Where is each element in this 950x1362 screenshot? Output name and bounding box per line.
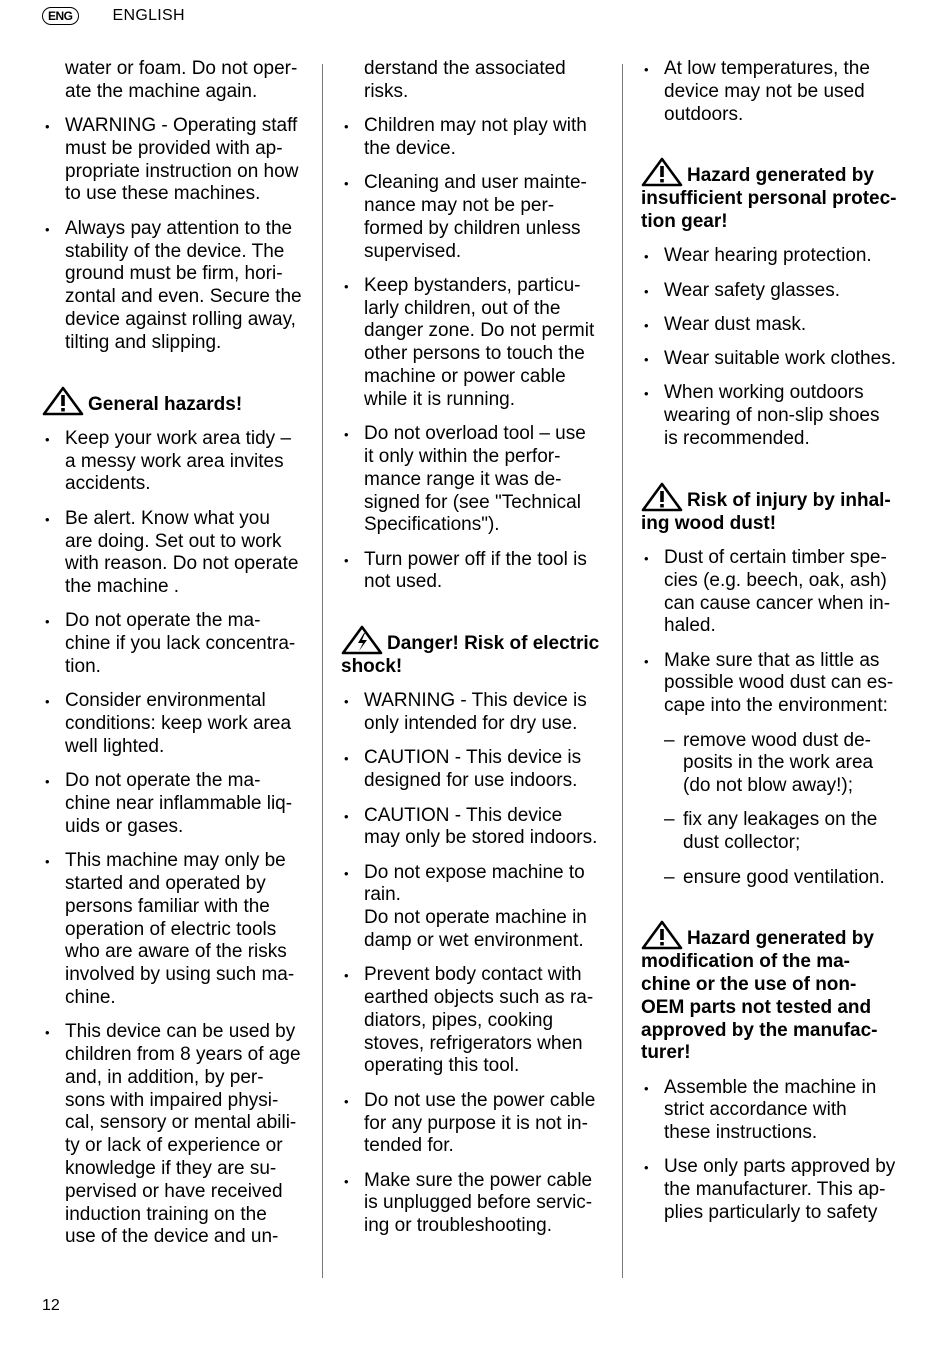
text-line: cal, sensory or mental abili- — [65, 1112, 297, 1134]
text-line: • Do not use the power cable — [364, 1089, 596, 1111]
text-line: not used. — [364, 571, 443, 593]
electric-hazard-icon — [341, 625, 383, 655]
text-line: danger zone. Do not permit — [364, 320, 595, 342]
text-line: ty or lack of experience or — [65, 1135, 283, 1157]
section-heading — [641, 157, 906, 233]
column-right — [641, 58, 906, 1236]
text-line: • When working outdoors — [664, 382, 864, 404]
text-line: these instructions. — [664, 1122, 818, 1144]
text-line: while it is running. — [364, 388, 516, 410]
text-line: • Do not expose machine to — [364, 861, 585, 883]
sub-list-item — [641, 809, 906, 855]
text-line: nance may not be per- — [364, 194, 555, 216]
list-item — [341, 964, 603, 1078]
text-line: tilting and slipping. — [65, 331, 222, 353]
text-line: ing wood dust! — [641, 512, 777, 534]
text-line: stability of the device. The — [65, 240, 285, 262]
text-line: uids or gases. — [65, 815, 184, 837]
list-item — [641, 650, 906, 718]
text-line: the machine . — [65, 576, 180, 598]
text-line: the manufacturer. This ap- — [664, 1179, 886, 1201]
text-line: propriate instruction on how — [65, 160, 299, 182]
text-line: • Assemble the machine in — [664, 1076, 877, 1098]
text-line: operation of electric tools — [65, 918, 277, 940]
text-line: tion. — [65, 656, 101, 678]
text-line: • Wear hearing protection. — [664, 245, 872, 267]
text-line: signed for (see "Technical — [364, 491, 581, 513]
page-number: 12 — [42, 1297, 60, 1314]
text-line: insufficient personal protec- — [641, 188, 897, 210]
text-line: Specifications"). — [364, 514, 500, 536]
text-line: chine near inflammable liq- — [65, 793, 293, 815]
list-item — [341, 549, 603, 595]
section-heading — [641, 920, 906, 1065]
text-line: Hazard generated by — [687, 165, 874, 187]
text-line: who are aware of the risks — [65, 941, 287, 963]
text-line: • At low temperatures, the — [664, 58, 870, 79]
text-line: is unplugged before servic- — [364, 1192, 593, 1214]
text-line: • Do not operate the ma- — [65, 770, 261, 792]
list-item — [341, 275, 603, 412]
text-line: designed for use indoors. — [364, 770, 578, 792]
continued-text — [341, 58, 603, 104]
list-item — [42, 428, 304, 496]
text-line: zontal and even. Secure the — [65, 286, 302, 308]
list-item — [341, 862, 603, 953]
text-line: • Wear suitable work clothes. — [664, 348, 896, 370]
column-divider — [322, 64, 323, 1278]
text-line: outdoors. — [664, 103, 744, 125]
text-line: • Dust of certain timber spe- — [664, 546, 887, 568]
sub-list-item — [641, 867, 906, 890]
text-line: • Make sure the power cable — [364, 1169, 593, 1191]
section-heading — [341, 625, 603, 679]
text-line: chine or the use of non- — [641, 973, 857, 995]
list-item — [42, 690, 304, 758]
text-line: must be provided with ap- — [65, 137, 283, 159]
text-line: • Make sure that as little as — [664, 649, 880, 671]
text-line: modification of the ma- — [641, 951, 850, 973]
warning-icon — [641, 920, 683, 950]
text-line: with reason. Do not operate — [65, 553, 299, 575]
text-line: (do not blow away!); — [683, 775, 854, 797]
list-item — [641, 280, 906, 303]
text-line: tended for. — [364, 1135, 454, 1157]
text-line: risks. — [364, 80, 409, 102]
text-line: • Do not overload tool – use — [364, 423, 586, 445]
text-line: shock! — [341, 656, 403, 678]
text-line: chine. — [65, 986, 116, 1008]
text-line: diators, pipes, cooking — [364, 1009, 554, 1031]
text-line: • Use only parts approved by — [664, 1156, 896, 1178]
list-item — [341, 747, 603, 793]
text-line: • Turn power off if the tool is — [364, 548, 587, 570]
text-line: • Prevent body contact with — [364, 964, 582, 986]
text-line: Risk of injury by inhal- — [687, 489, 891, 511]
text-line: • Consider environmental — [65, 690, 266, 712]
text-line: larly children, out of the — [364, 297, 561, 319]
text-line: • Children may not play with — [364, 115, 587, 137]
text-line: conditions: keep work area — [65, 713, 292, 735]
section-heading — [42, 386, 304, 417]
list-item — [341, 690, 603, 736]
text-line: machine or power cable — [364, 366, 566, 388]
list-item — [42, 1021, 304, 1249]
text-line: is recommended. — [664, 428, 810, 450]
text-line: ground must be firm, hori- — [65, 263, 283, 285]
text-line: chine if you lack concentra- — [65, 633, 296, 655]
text-line: mance range it was de- — [364, 468, 562, 490]
text-line: induction training on the — [65, 1203, 267, 1225]
text-line: are doing. Set out to work — [65, 530, 282, 552]
text-line: to use these machines. — [65, 183, 261, 205]
list-item — [341, 423, 603, 537]
list-item — [42, 508, 304, 599]
text-line: • CAUTION - This device is — [364, 747, 582, 769]
text-line: turer! — [641, 1042, 691, 1064]
text-line: children from 8 years of age — [65, 1043, 301, 1065]
text-line: • Keep your work area tidy – — [65, 427, 292, 449]
text-line: and, in addition, by per- — [65, 1066, 264, 1088]
text-line: stoves, refrigerators when — [364, 1032, 583, 1054]
text-line: derstand the associated — [364, 58, 566, 79]
list-item — [641, 58, 906, 126]
text-line: • Keep bystanders, particu- — [364, 274, 581, 296]
text-line: accidents. — [65, 473, 151, 495]
text-line: Danger! Risk of electric — [387, 633, 600, 655]
list-item — [42, 115, 304, 206]
list-item — [42, 770, 304, 838]
text-line: knowledge if they are su- — [65, 1157, 277, 1179]
text-line: Do not operate machine in — [364, 907, 587, 929]
text-line: wearing of non-slip shoes — [664, 405, 880, 427]
continued-text — [42, 58, 304, 104]
text-line: a messy work area invites — [65, 450, 284, 472]
text-line: General hazards! — [88, 393, 243, 415]
list-item — [42, 218, 304, 355]
text-line: device against rolling away, — [65, 308, 296, 330]
language-badge: ENG — [42, 7, 79, 25]
text-line: – remove wood dust de- — [683, 729, 871, 751]
list-item — [641, 314, 906, 337]
list-item — [341, 805, 603, 851]
text-line: • Be alert. Know what you — [65, 507, 270, 529]
text-line: ing or troubleshooting. — [364, 1215, 553, 1237]
text-line: • WARNING - Operating staff — [65, 115, 298, 137]
text-line: • Do not operate the ma- — [65, 610, 261, 632]
text-line: the device. — [364, 137, 456, 159]
text-line: • WARNING - This device is — [364, 690, 587, 712]
text-line: haled. — [664, 615, 716, 637]
text-line: Hazard generated by — [687, 928, 874, 950]
text-line: strict accordance with — [664, 1099, 847, 1121]
text-line: rain. — [364, 884, 401, 906]
text-line: dust collector; — [683, 832, 801, 854]
text-line: persons familiar with the — [65, 895, 270, 917]
text-line: posits in the work area — [683, 752, 874, 774]
text-line: other persons to touch the — [364, 343, 585, 365]
list-item — [641, 1156, 906, 1224]
text-line: tion gear! — [641, 210, 728, 232]
text-line: cape into the environment: — [664, 695, 888, 717]
text-line: plies particularly to safety — [664, 1202, 878, 1224]
list-item — [341, 1170, 603, 1238]
text-line: only intended for dry use. — [364, 713, 578, 735]
text-line: earthed objects such as ra- — [364, 987, 594, 1009]
column-left — [42, 58, 304, 1261]
text-line: device may not be used — [664, 80, 865, 102]
text-line: ate the machine again. — [65, 80, 258, 102]
text-line: use of the device and un- — [65, 1226, 279, 1248]
list-item — [341, 115, 603, 161]
text-line: well lighted. — [65, 735, 165, 757]
list-item — [42, 850, 304, 1010]
section-heading — [641, 482, 906, 536]
list-item — [641, 348, 906, 371]
list-item — [341, 172, 603, 263]
text-line: • CAUTION - This device — [364, 804, 563, 826]
text-line: – ensure good ventilation. — [683, 866, 885, 888]
text-line: for any purpose it is not in- — [364, 1112, 588, 1134]
text-line: • Always pay attention to the — [65, 217, 293, 239]
text-line: possible wood dust can es- — [664, 672, 894, 694]
text-line: operating this tool. — [364, 1055, 520, 1077]
text-line: approved by the manufac- — [641, 1019, 878, 1041]
column-divider — [622, 64, 623, 1278]
column-middle — [341, 58, 603, 1250]
page-header — [42, 5, 185, 27]
text-line: damp or wet environment. — [364, 930, 584, 951]
list-item — [42, 610, 304, 678]
text-line: • Cleaning and user mainte- — [364, 172, 587, 194]
warning-icon — [641, 157, 683, 187]
sub-list-item — [641, 730, 906, 798]
warning-icon — [641, 482, 683, 512]
text-line: can cause cancer when in- — [664, 592, 891, 614]
language-label: ENGLISH — [112, 7, 185, 24]
text-line: pervised or have received — [65, 1180, 283, 1202]
text-line: may only be stored indoors. — [364, 827, 598, 849]
text-line: • Wear safety glasses. — [664, 279, 841, 301]
list-item — [641, 1077, 906, 1145]
text-line: formed by children unless — [364, 217, 581, 239]
text-line: • Wear dust mask. — [664, 313, 807, 335]
list-item — [641, 245, 906, 268]
text-line: • This machine may only be — [65, 850, 286, 872]
text-line: OEM parts not tested and — [641, 996, 872, 1018]
text-line: cies (e.g. beech, oak, ash) — [664, 569, 887, 591]
text-line: • This device can be used by — [65, 1021, 296, 1043]
text-line: involved by using such ma- — [65, 964, 295, 986]
text-line: it only within the perfor- — [364, 445, 561, 467]
list-item — [641, 382, 906, 450]
text-line: sons with impaired physi- — [65, 1089, 279, 1111]
list-item — [341, 1090, 603, 1158]
text-line: water or foam. Do not oper- — [65, 58, 298, 79]
warning-icon — [42, 386, 84, 416]
text-line: started and operated by — [65, 872, 266, 894]
text-line: supervised. — [364, 240, 462, 262]
text-line: – fix any leakages on the — [683, 809, 878, 831]
list-item — [641, 547, 906, 638]
